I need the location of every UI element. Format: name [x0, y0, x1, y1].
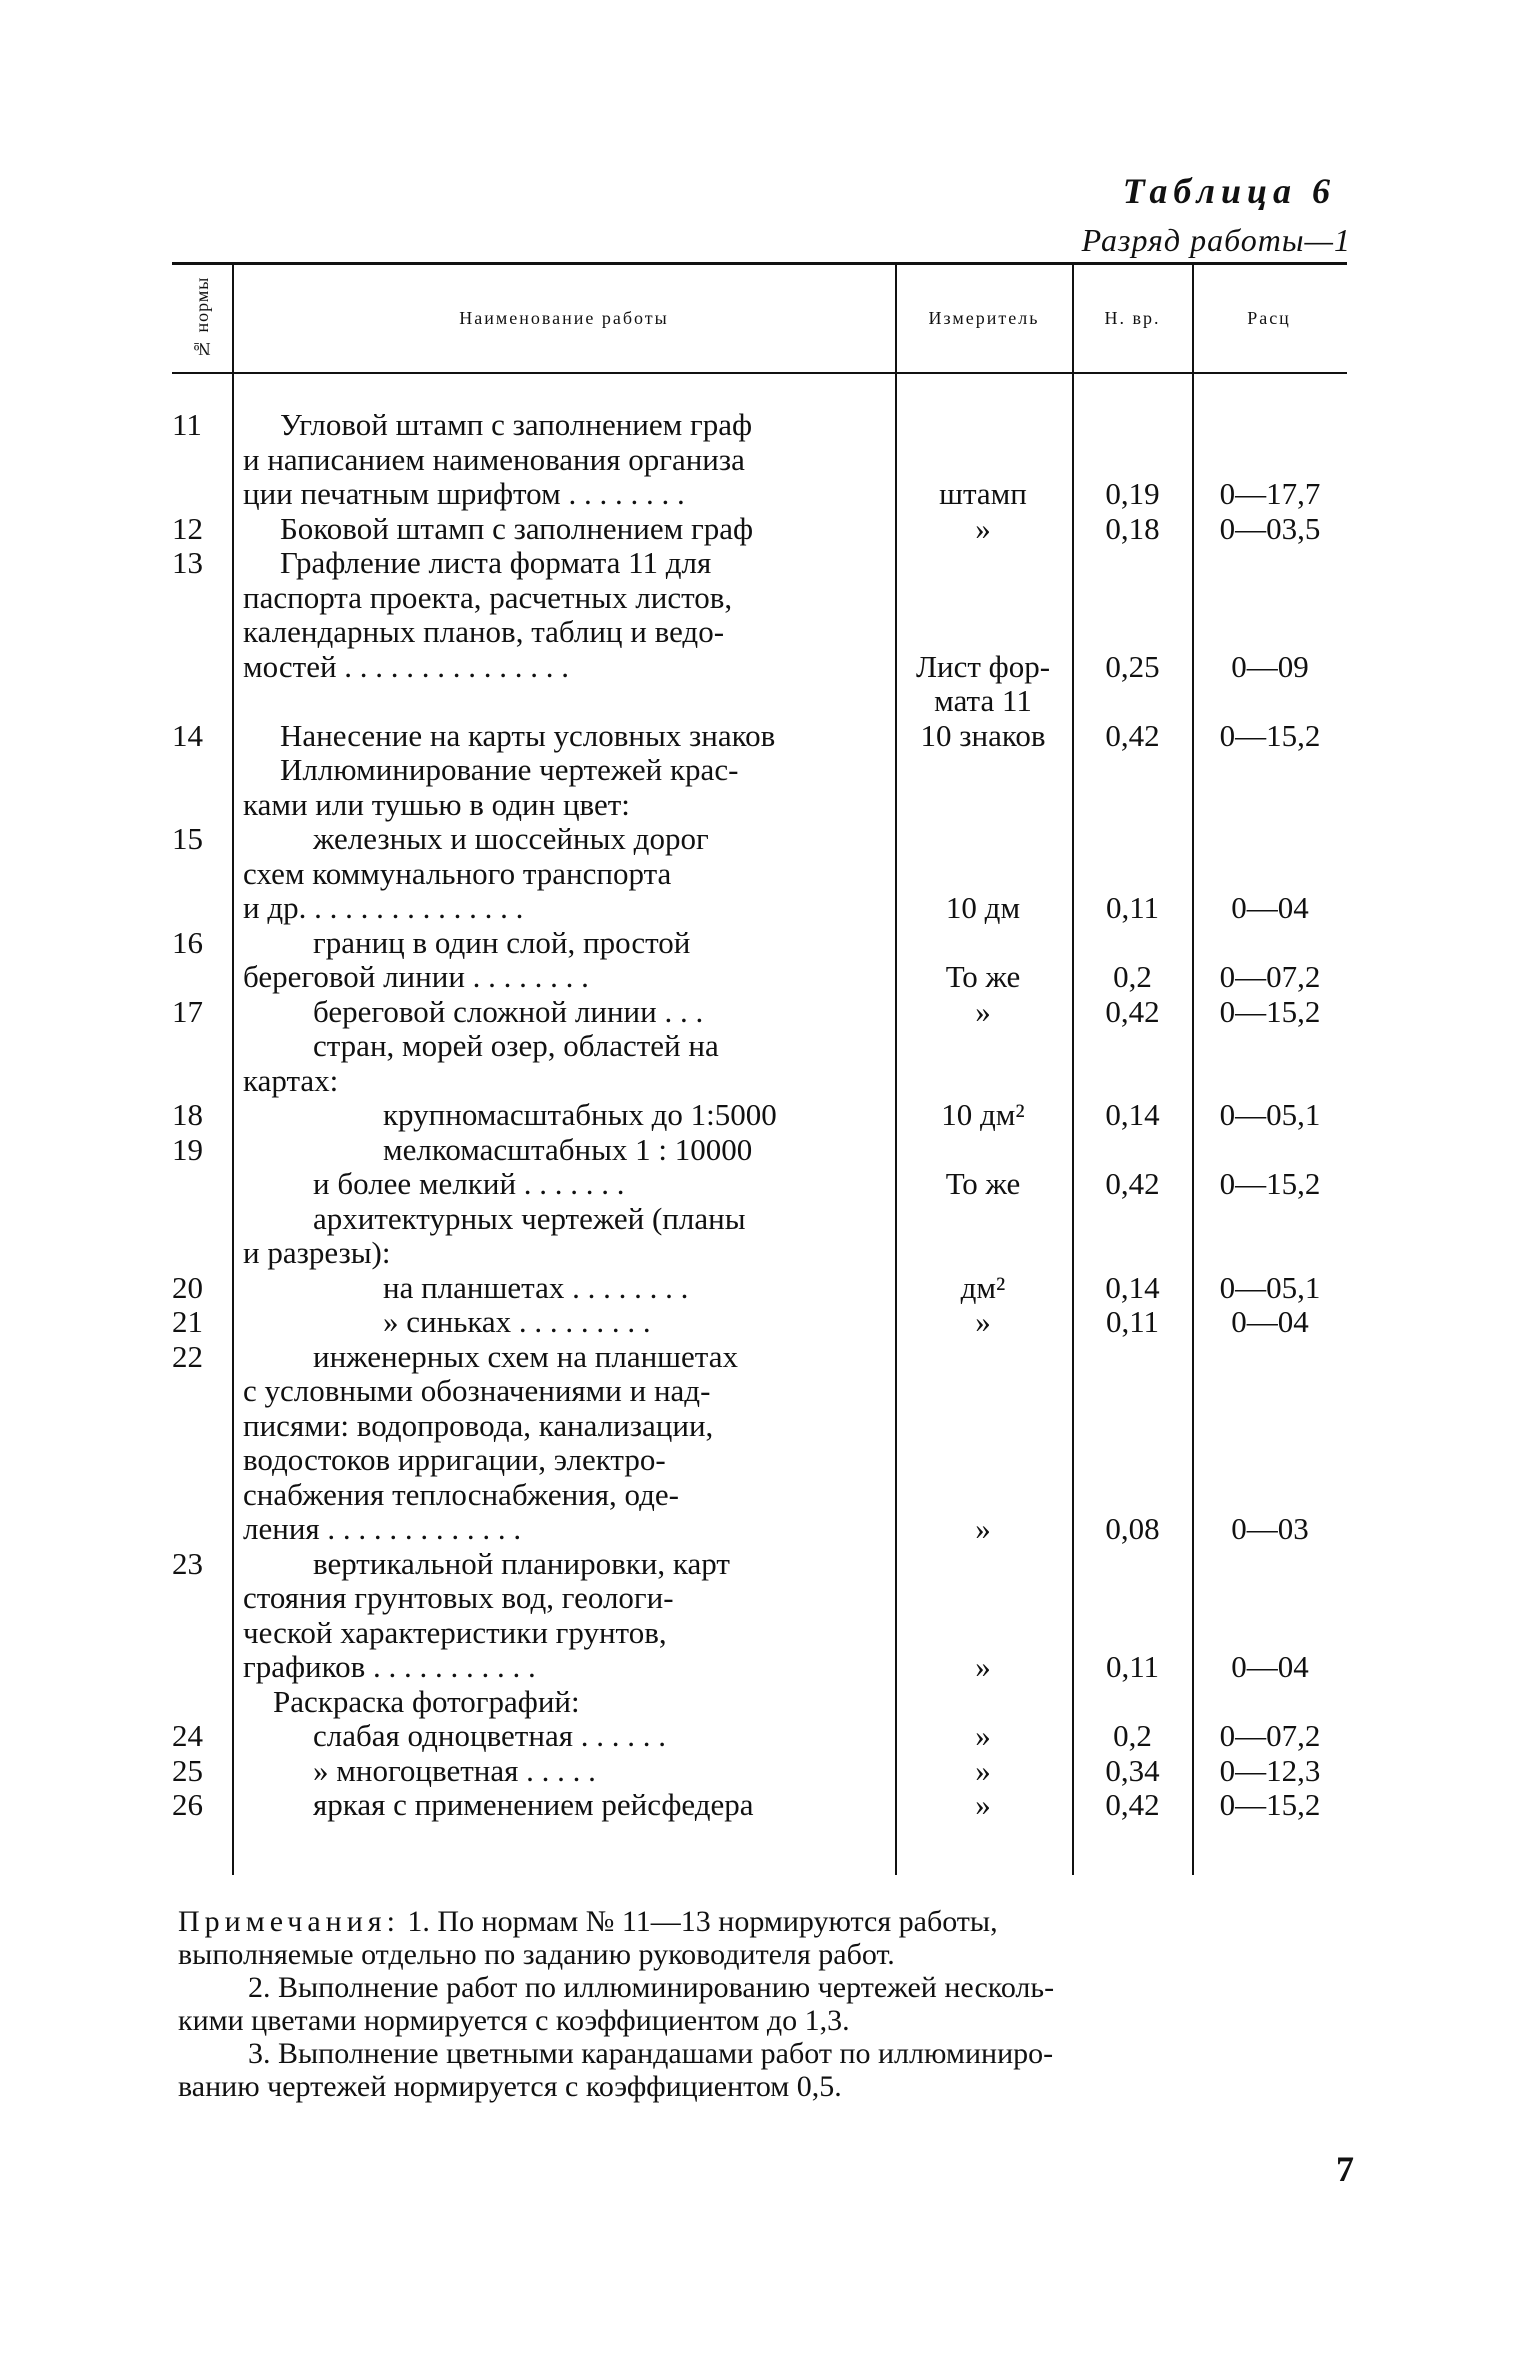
description-line: архитектурных чертежей (планы	[313, 1201, 746, 1236]
row-time-norm: 0,34	[1105, 1752, 1160, 1788]
description-line: береговой сложной линии . . .	[313, 994, 704, 1029]
row-description	[243, 822, 893, 926]
row-rate: 0—12,3	[1219, 1752, 1321, 1788]
description-line: и написанием наименования организа	[243, 442, 745, 477]
row-description	[243, 1340, 893, 1547]
row-description	[243, 546, 893, 684]
note-3-line-1: 3. Выполнение цветными карандашами работ по иллюминиро-	[248, 2037, 1054, 2070]
row-description	[243, 995, 893, 1030]
row-description	[243, 719, 893, 754]
description-line: картах:	[243, 1063, 339, 1098]
row-time-norm: 0,25	[1105, 648, 1160, 684]
row-unit-line-2: мата 11	[934, 683, 1032, 718]
row-number: 24	[172, 1718, 203, 1753]
row-unit: »	[975, 1511, 991, 1546]
description-line: паспорта проекта, расчетных листов,	[243, 580, 733, 615]
row-number: 12	[172, 510, 203, 546]
row-unit: »	[975, 1787, 991, 1822]
row-unit: »	[975, 993, 991, 1029]
notes-block	[178, 1905, 1358, 2103]
row-description	[243, 1754, 893, 1789]
row-number: 16	[172, 924, 203, 960]
description-line: » многоцветная . . . . .	[313, 1753, 596, 1788]
row-time-norm: 0,14	[1105, 1269, 1160, 1305]
row-time-norm: 0,11	[1105, 1649, 1160, 1684]
row-description	[243, 1547, 893, 1685]
description-line: Иллюминирование чертежей крас-	[280, 753, 739, 787]
description-line: вертикальной планировки, карт	[313, 1546, 730, 1581]
description-line: границ в один слой, простой	[313, 925, 691, 960]
row-unit: То же	[945, 1166, 1021, 1201]
description-line: мелкомасштабных 1 : 10000	[383, 1132, 753, 1167]
row-description	[243, 1202, 893, 1271]
row-unit: дм²	[960, 1269, 1006, 1305]
row-number: 13	[172, 545, 203, 580]
col-divider-num	[232, 265, 234, 1875]
row-time-norm: 0,2	[1113, 959, 1152, 994]
description-line: Угловой штамп с заполнением граф	[280, 408, 753, 442]
row-number: 22	[172, 1338, 203, 1374]
row-unit: »	[975, 1304, 991, 1339]
row-time-norm: 0,42	[1105, 1166, 1160, 1201]
row-time-norm: 0,42	[1105, 717, 1160, 753]
description-line: ческой характеристики грунтов,	[243, 1615, 667, 1650]
row-time-norm: 0,2	[1113, 1718, 1152, 1753]
description-line: крупномасштабных до 1:5000	[383, 1098, 777, 1132]
row-time-norm: 0,18	[1105, 510, 1160, 546]
row-number: 15	[172, 821, 203, 856]
row-rate: 0—03	[1231, 1511, 1309, 1546]
row-description	[243, 1788, 893, 1823]
row-rate: 0—15,2	[1219, 1166, 1321, 1201]
description-line: железных и шоссейных дорог	[313, 822, 709, 856]
row-description	[243, 1029, 893, 1098]
row-description	[243, 408, 893, 512]
row-rate: 0—09	[1231, 648, 1309, 684]
row-unit: »	[975, 510, 991, 546]
description-line: Графление листа формата 11 для	[280, 546, 712, 580]
description-line: и более мелкий . . . . . . .	[313, 1167, 625, 1201]
header-bottom-rule	[172, 372, 1347, 374]
work-category: Разряд работы—1	[1081, 222, 1351, 258]
description-line: календарных планов, таблиц и ведо-	[243, 615, 725, 649]
row-time-norm: 0,42	[1105, 1787, 1160, 1822]
note-3-line-2: ванию чертежей нормируется с коэффициентом 0,5.	[178, 2070, 842, 2103]
description-line: инженерных схем на планшетах	[313, 1339, 738, 1374]
description-line: на планшетах . . . . . . . .	[383, 1270, 689, 1305]
description-line: писями: водопровода, канализации,	[243, 1408, 714, 1443]
row-time-norm: 0,11	[1105, 1304, 1160, 1339]
row-rate: 0—04	[1231, 890, 1309, 925]
row-description	[243, 1133, 893, 1168]
row-rate: 0—07,2	[1219, 1718, 1321, 1753]
row-rate: 0—03,5	[1219, 510, 1321, 546]
description-line: стояния грунтовых вод, геологи-	[243, 1581, 674, 1615]
description-line: мостей . . . . . . . . . . . . . . .	[243, 649, 570, 684]
description-line: Раскраска фотографий:	[273, 1684, 580, 1719]
row-number: 11	[172, 407, 202, 442]
header-nvr: Н. вр.	[1104, 307, 1161, 328]
description-line: » синьках . . . . . . . . .	[383, 1305, 651, 1339]
description-line: и разрезы):	[243, 1236, 391, 1270]
row-rate: 0—15,2	[1219, 1787, 1321, 1822]
header-name: Наименование работы	[459, 307, 669, 328]
col-divider-unit	[1072, 265, 1074, 1875]
description-line: графиков . . . . . . . . . . .	[243, 1650, 536, 1684]
row-time-norm: 0,19	[1105, 476, 1160, 511]
row-rate: 0—17,7	[1219, 476, 1321, 511]
description-line: стран, морей озер, областей на	[313, 1029, 719, 1063]
row-number: 19	[172, 1131, 203, 1167]
description-line: снабжения теплоснабжения, оде-	[243, 1477, 679, 1512]
row-rate: 0—05,1	[1219, 1097, 1321, 1132]
description-line: ции печатным шрифтом . . . . . . . .	[243, 477, 685, 511]
description-line: Нанесение на карты условных знаков	[280, 718, 776, 753]
description-line: слабая одноцветная . . . . . .	[313, 1719, 666, 1753]
row-rate: 0—15,2	[1219, 717, 1321, 753]
row-number: 18	[172, 1097, 203, 1132]
row-description	[243, 1271, 893, 1306]
row-description	[243, 753, 893, 822]
row-unit: штамп	[939, 476, 1027, 511]
row-unit: »	[975, 1649, 991, 1684]
row-rate: 0—04	[1231, 1304, 1309, 1339]
note-2-line-1: 2. Выполнение работ по иллюминированию чертежей несколь-	[248, 1971, 1055, 2004]
row-description	[243, 512, 893, 547]
row-time-norm: 0,14	[1105, 1097, 1160, 1132]
header-num: № нормы	[192, 276, 212, 359]
row-rate: 0—07,2	[1219, 959, 1321, 994]
row-unit: То же	[945, 959, 1021, 994]
notes-label: Примечания:	[178, 1905, 400, 1938]
description-line: Боковой штамп с заполнением граф	[280, 511, 754, 546]
row-number: 25	[172, 1752, 203, 1788]
header-unit: Измеритель	[928, 307, 1040, 328]
row-description	[243, 1685, 893, 1720]
row-unit: Лист фор-	[915, 648, 1051, 684]
row-number: 20	[172, 1269, 203, 1305]
page-number: 7	[1336, 2149, 1354, 2189]
row-description	[243, 1305, 893, 1340]
description-line: и др. . . . . . . . . . . . . . .	[243, 891, 524, 925]
row-unit: 10 знаков	[920, 717, 1046, 753]
row-number: 23	[172, 1545, 203, 1581]
table-top-rule	[172, 262, 1347, 265]
row-number: 14	[172, 717, 203, 753]
row-description	[243, 1719, 893, 1754]
row-number: 26	[172, 1787, 203, 1822]
description-line: водостоков ирригации, электро-	[243, 1443, 666, 1477]
row-rate: 0—15,2	[1219, 993, 1321, 1029]
description-line: с условными обозначениями и над-	[243, 1374, 711, 1408]
row-rate: 0—05,1	[1219, 1269, 1321, 1305]
row-unit: »	[975, 1718, 991, 1753]
description-line: схем коммунального транспорта	[243, 856, 672, 891]
description-line: ками или тушью в один цвет:	[243, 787, 630, 822]
header-rate: Расц	[1247, 307, 1291, 328]
row-description	[243, 926, 893, 995]
col-divider-name	[895, 265, 897, 1875]
row-description	[243, 1167, 893, 1202]
note-1-line-1: 1. По нормам № 11—13 нормируются работы,	[407, 1905, 998, 1938]
row-time-norm: 0,11	[1105, 890, 1160, 925]
note-2-line-2: кими цветами нормируется с коэффициентом до 1,3.	[178, 2004, 850, 2037]
row-number: 17	[172, 993, 203, 1029]
description-line: яркая с применением рейсфедера	[313, 1788, 754, 1822]
row-unit: 10 дм²	[941, 1097, 1025, 1132]
row-unit: »	[975, 1752, 991, 1788]
row-time-norm: 0,08	[1105, 1511, 1160, 1546]
row-description	[243, 1098, 893, 1133]
note-1-line-2: выполняемые отдельно по заданию руководителя работ.	[178, 1938, 895, 1971]
table-label: Таблица 6	[1122, 171, 1336, 211]
row-unit: 10 дм	[945, 890, 1021, 925]
col-divider-nvr	[1192, 265, 1194, 1875]
row-time-norm: 0,42	[1105, 993, 1160, 1029]
description-line: ления . . . . . . . . . . . . .	[243, 1512, 522, 1546]
description-line: береговой линии . . . . . . . .	[243, 960, 589, 994]
row-rate: 0—04	[1231, 1649, 1309, 1684]
row-number: 21	[172, 1304, 203, 1339]
